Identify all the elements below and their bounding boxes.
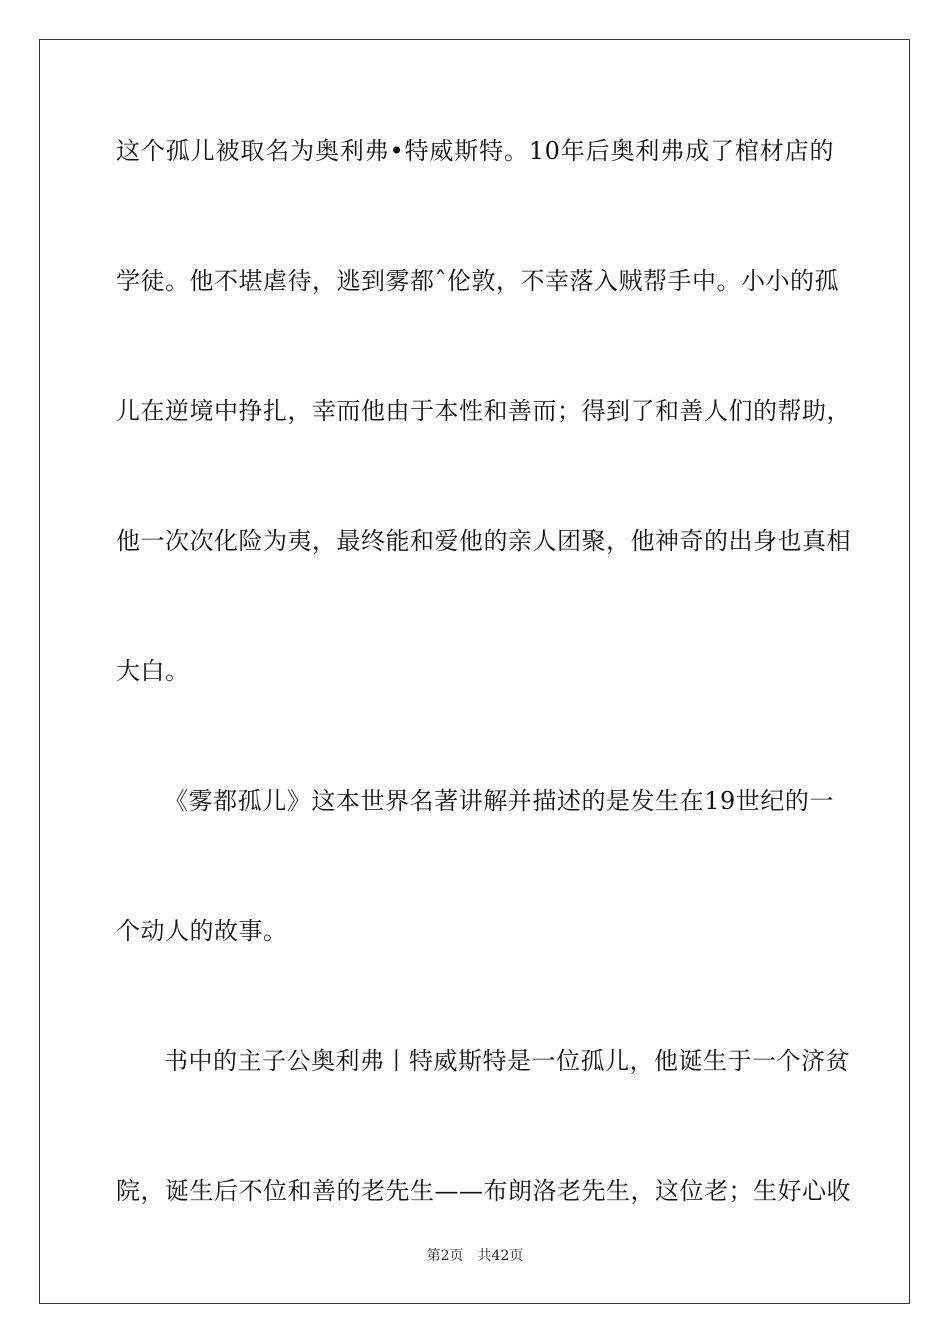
text-line: 儿在逆境中挣扎，幸而他由于本性和善而；得到了和善人们的帮助， bbox=[116, 397, 851, 425]
text-line: 《雾都孤儿》这本世界名著讲解并描述的是发生在19世纪的一 bbox=[164, 787, 834, 815]
text-line: 这个孤儿被取名为奥利弗•特威斯特。10年后奥利弗成了棺材店的 bbox=[116, 137, 834, 165]
text-line: 学徒。他不堪虐待，逃到雾都ˆ伦敦，不幸落入贼帮手中。小小的孤 bbox=[116, 267, 839, 295]
page-footer bbox=[0, 1245, 950, 1265]
text-line: 大白。 bbox=[116, 657, 190, 685]
document-body bbox=[116, 128, 851, 1214]
page-number: 第2页 bbox=[426, 1248, 464, 1264]
page-total: 共42页 bbox=[477, 1248, 524, 1264]
text-line: 他一次次化险为夷，最终能和爱他的亲人团聚，他神奇的出身也真相 bbox=[116, 527, 851, 555]
text-line: 个动人的故事。 bbox=[116, 917, 288, 945]
text-line: 书中的主子公奥利弗丨特威斯特是一位孤儿，他诞生于一个济贫 bbox=[164, 1047, 850, 1075]
text-line: 院，诞生后不位和善的老先生——布朗洛老先生，这位老；生好心收 bbox=[116, 1177, 851, 1205]
